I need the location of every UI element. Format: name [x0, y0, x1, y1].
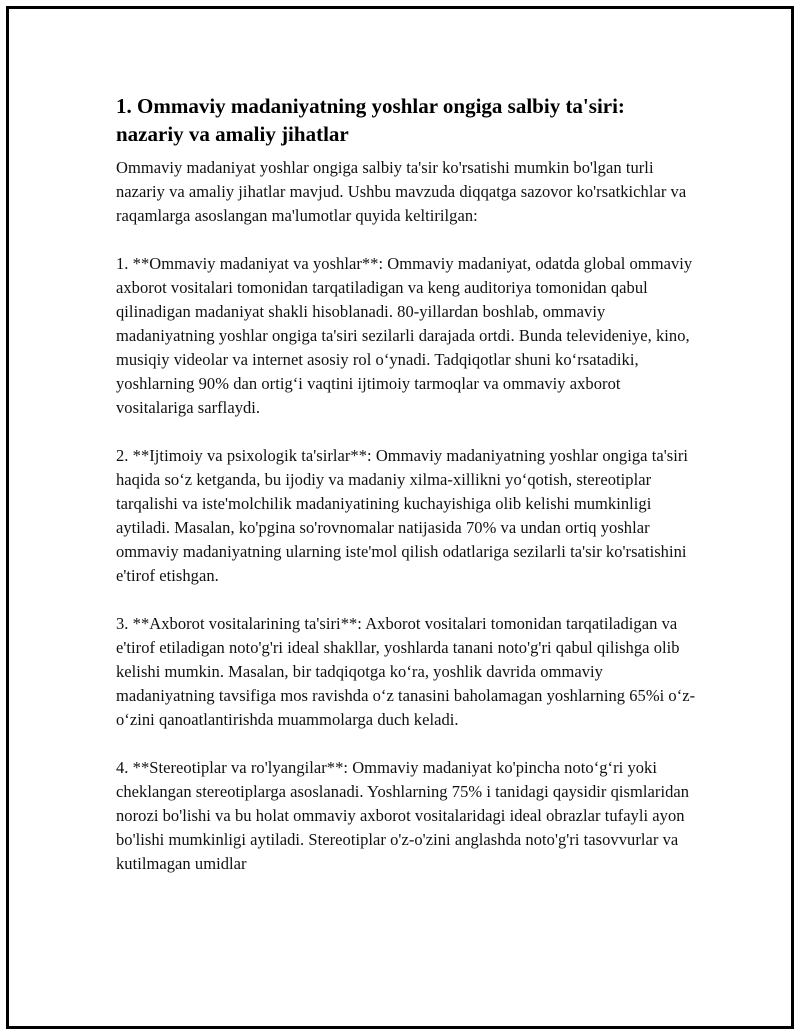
document-title: 1. Ommaviy madaniyatning yoshlar ongiga salbiy ta'siri: nazariy va amaliy jihatlar: [116, 94, 625, 146]
document-body: [116, 92, 696, 900]
section-paragraph-1: 1. **Ommaviy madaniyat va yoshlar**: Ommaviy madaniyat, odatda global ommaviy axborot vositalari tomonidan tarqatiladigan va keng auditoriya tomonidan qabul qilinadigan madaniyat shakli hisoblanadi. 80-yillardan boshlab, ommaviy madaniyatning yoshlar ongiga ta'siri sezilarli darajada ortdi. Bunda televideniye, kino, musiqiy videolar va internet asosiy rol o‘ynadi. Tadqiqotlar shuni ko‘rsatadiki, yoshlarning 90% dan ortig‘i vaqtini ijtimoiy tarmoqlar va ommaviy axborot vositalariga sarflaydi.: [116, 254, 693, 417]
section-paragraph-4: 4. **Stereotiplar va ro'lyangilar**: Ommaviy madaniyat ko'pincha noto‘g‘ri yoki cheklangan stereotiplarga asoslanadi. Yoshlarning 75% i tanidagi qaysidir qismlaridan norozi bo'lishi va bu holat ommaviy axborot vositalaridagi ideal obrazlar tufayli ayon bo'lishi mumkinligi aytiladi. Stereotiplar o'z-o'zini anglashda noto'g'ri tasovvurlar va kutilmagan umidlar: [116, 758, 690, 873]
section-paragraph-3: 3. **Axborot vositalarining ta'siri**: Axborot vositalari tomonidan tarqatiladigan va e'tirof etiladigan noto'g'ri ideal shakllar, yoshlarda tanani noto'g'ri qabul qilishga olib kelishi mumkin. Masalan, bir tadqiqotga ko‘ra, yoshlik davrida ommaviy madaniyatning tavsifiga mos ravishda o‘z tanasini baholamagan yoshlarning 65%i o‘z-o‘zini qanoatlantirishda muammolarga duch keladi.: [116, 614, 696, 729]
section-paragraph-2: 2. **Ijtimoiy va psixologik ta'sirlar**: Ommaviy madaniyatning yoshlar ongiga ta'siri haqida so‘z ketganda, bu ijodiy va madaniy xilma-xillikni yo‘qotish, stereotiplar tarqalishi va iste'molchilik madaniyatining kuchayishiga olib kelishi mumkinligi aytiladi. Masalan, ko'pgina so'rovnomalar natijasida 70% va undan ortiq yoshlar ommaviy madaniyatning ularning iste'mol qilish odatlariga sezilarli ta'sir ko'rsatishini e'tirof etishgan.: [116, 446, 689, 585]
intro-paragraph: Ommaviy madaniyat yoshlar ongiga salbiy ta'sir ko'rsatishi mumkin bo'lgan turli nazariy va amaliy jihatlar mavjud. Ushbu mavzuda diqqatga sazovor ko'rsatkichlar va raqamlarga asoslangan ma'lumotlar quyida keltirilgan:: [116, 158, 687, 225]
